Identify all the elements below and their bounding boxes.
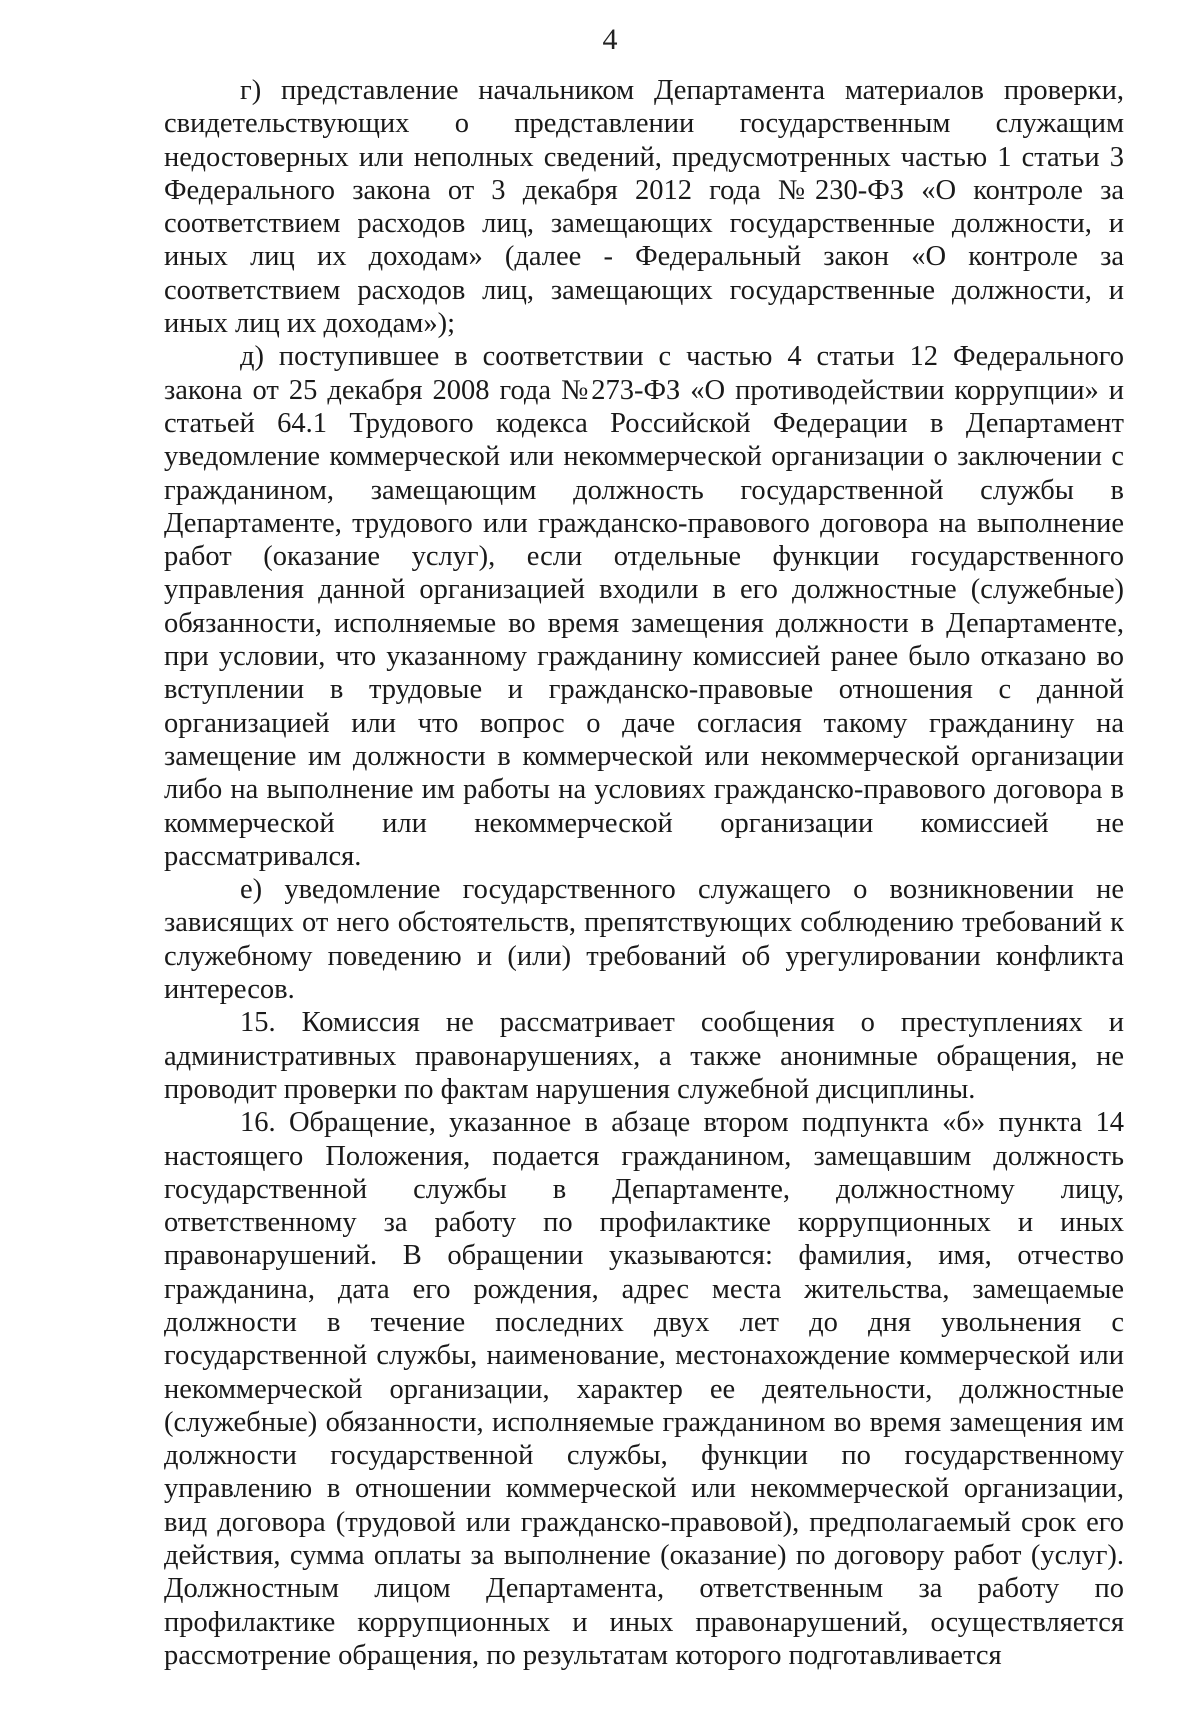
paragraph-clause-16: 16. Обращение, указанное в абзаце втором подпункта «б» пункта 14 настоящего Положения, подается гражданином, замещавшим должность государственной службы в Департаменте, должностному лицу, ответственному за работу по профилактике коррупционных и иных правонарушений. В обращении указываются: фамилия, имя, отчество гражданина, дата его рождения, адрес места жительства, замещаемые должности в течение последних двух лет до дня увольнения с государственной службы, наименование, местонахождение коммерческой или некоммерческой организации, характер ее деятельности, должностные (служебные) обязанности, исполняемые гражданином во время замещения им должности государственной службы, функции по государственному управлению в отношении коммерческой или некоммерческой организации, вид договора (трудовой или гражданско-правовой), предполагаемый срок его действия, сумма оплаты за выполнение (оказание) по договору работ (услуг). Должностным лицом Департамента, ответственным за работу по профилактике коррупционных и иных правонарушений, осуществляется рассмотрение обращения, по результатам которого подготавливается [164,1107,1124,1671]
paragraph-subitem-d: д) поступившее в соответствии с частью 4 статьи 12 Федерального закона от 25 декабря 2008 года №273-ФЗ «О противодействии коррупции» и статьей 64.1 Трудового кодекса Российской Федерации в Департамент уведомление коммерческой или некоммерческой организации о заключении с гражданином, замещающим должность государственной службы в Департаменте, трудового или гражданско-правового договора на выполнение работ (оказание услуг), если отдельные функции государственного управления данной организацией входили в его должностные (служебные) обязанности, исполняемые во время замещения должности в Департаменте, при условии, что указанному гражданину комиссией ранее было отказано во вступлении в трудовые и гражданско-правовые отношения с данной организацией или что вопрос о даче согласия такому гражданину на замещение им должности в коммерческой или некоммерческой организации либо на выполнение им работы на условиях гражданско-правового договора в коммерческой или некоммерческой организации комиссией не рассматривался. [164,341,1124,872]
paragraph-clause-15: 15. Комиссия не рассматривает сообщения о преступлениях и административных правонарушениях, а также анонимные обращения, не проводит проверки по фактам нарушения служебной дисциплины. [164,1007,1124,1105]
paragraph-subitem-g: г) представление начальником Департамента материалов проверки, свидетельствующих о представлении государственным служащим недостоверных или неполных сведений, предусмотренных частью 1 статьи 3 Федерального закона от 3 декабря 2012 года №230-ФЗ «О контроле за соответствием расходов лиц, замещающих государственные должности, и иных лиц их доходам» (далее - Федеральный закон «О контроле за соответствием расходов лиц, замещающих государственные должности, и иных лиц их доходам»); [164,75,1124,340]
document-body [164,74,1124,1672]
paragraph-subitem-e: е) уведомление государственного служащего о возникновении не зависящих от него обстоятельств, препятствующих соблюдению требований к служебному поведению и (или) требований об урегулировании конфликта интересов. [164,874,1124,1006]
page-number: 4 [602,23,618,56]
